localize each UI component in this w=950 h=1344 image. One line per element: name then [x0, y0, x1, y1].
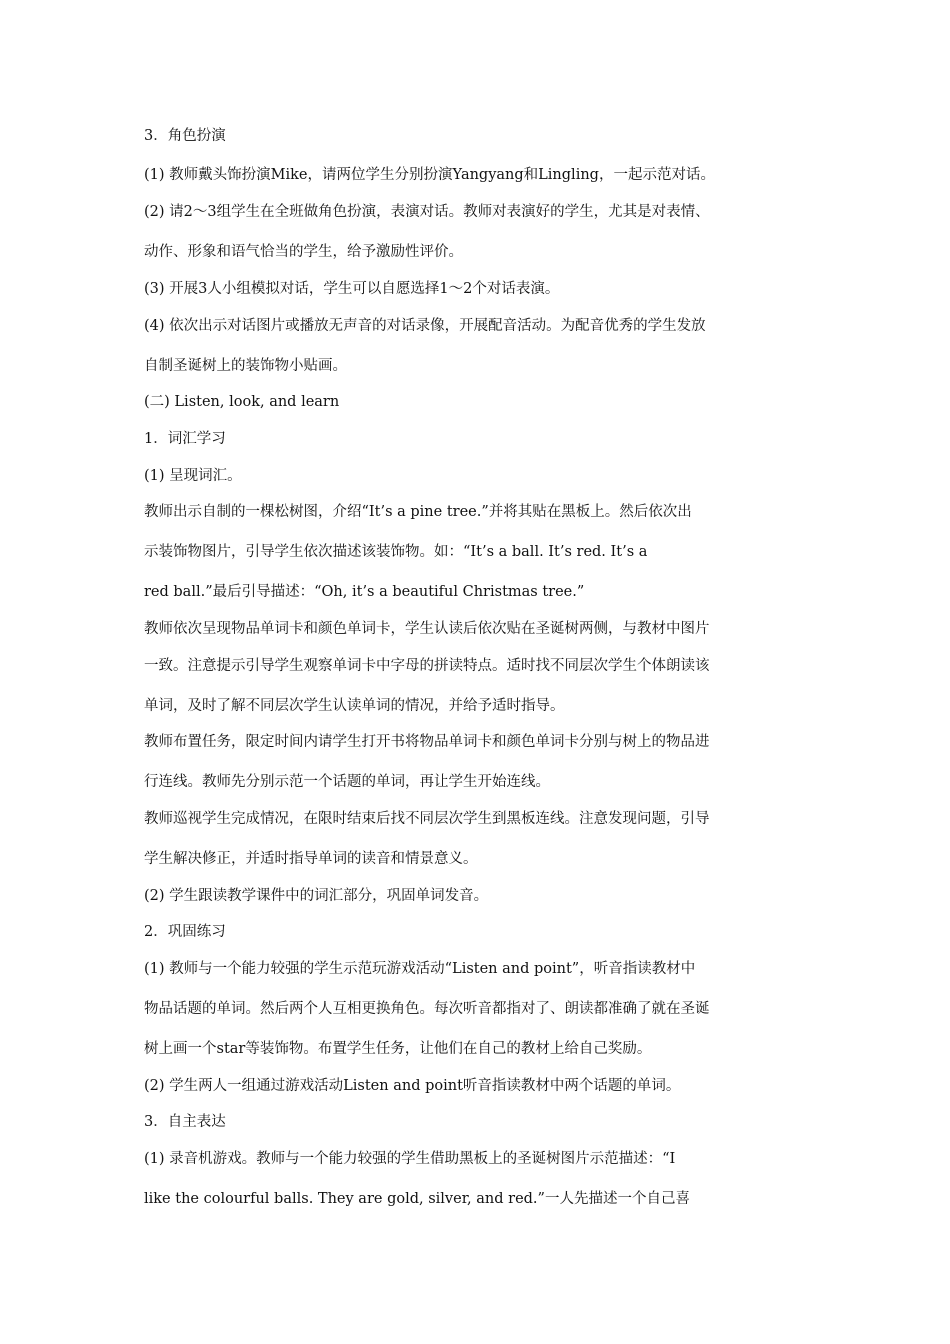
paragraph-line: 单词，及时了解不同层次学生认读单词的情况，并给予适时指导。 — [144, 698, 565, 714]
section-heading-listen-look-learn: (二) Listen, look, and learn — [144, 394, 340, 410]
paragraph-line: (2) 学生两人一组通过游戏活动Listen and point听音指读教材中两个话题的单词。 — [144, 1078, 681, 1094]
subheading-consolidation: 2．巩固练习 — [144, 924, 226, 940]
paragraph-line: (1) 教师戴头饰扮演Mike，请两位学生分别扮演Yangyang和Lingling，一起示范对话。 — [144, 167, 715, 183]
paragraph-line: (1) 教师与一个能力较强的学生示范玩游戏活动“Listen and point”，听音指读教材中 — [144, 961, 696, 977]
paragraph-line: 示装饰物图片，引导学生依次描述该装饰物。如：“It’s a ball. It’s red. It’s a — [144, 544, 648, 560]
paragraph-line: red ball.”最后引导描述：“Oh, it’s a beautiful Christmas tree.” — [144, 584, 585, 600]
section-heading-role-play: 3．角色扮演 — [144, 128, 226, 144]
paragraph-line: (2) 学生跟读教学课件中的词汇部分，巩固单词发音。 — [144, 888, 489, 904]
paragraph-line: 教师依次呈现物品单词卡和颜色单词卡，学生认读后依次贴在圣诞树两侧，与教材中图片 — [144, 621, 710, 637]
subheading-self-expression: 3．自主表达 — [144, 1114, 226, 1130]
subheading-vocabulary: 1．词汇学习 — [144, 431, 226, 447]
paragraph-line: 动作、形象和语气恰当的学生，给予激励性评价。 — [144, 244, 463, 260]
paragraph-line: 学生解决修正，并适时指导单词的读音和情景意义。 — [144, 851, 478, 867]
paragraph-line: 树上画一个star等装饰物。布置学生任务，让他们在自己的教材上给自己奖励。 — [144, 1041, 652, 1057]
paragraph-line: 一致。注意提示引导学生观察单词卡中字母的拼读特点。适时找不同层次学生个体朗读该 — [144, 658, 710, 674]
paragraph-line: 自制圣诞树上的装饰物小贴画。 — [144, 358, 347, 374]
paragraph-line: 行连线。教师先分别示范一个话题的单词，再让学生开始连线。 — [144, 774, 550, 790]
paragraph-line: 物品话题的单词。然后两个人互相更换角色。每次听音都指对了、朗读都准确了就在圣诞 — [144, 1001, 710, 1017]
paragraph-line: 教师布置任务，限定时间内请学生打开书将物品单词卡和颜色单词卡分别与树上的物品进 — [144, 734, 710, 750]
paragraph-line: (1) 录音机游戏。教师与一个能力较强的学生借助黑板上的圣诞树图片示范描述：“I — [144, 1151, 676, 1167]
paragraph-line: 教师巡视学生完成情况，在限时结束后找不同层次学生到黑板连线。注意发现问题，引导 — [144, 811, 710, 827]
paragraph-line: (2) 请2～3组学生在全班做角色扮演，表演对话。教师对表演好的学生，尤其是对表情、 — [144, 204, 710, 220]
paragraph-line: (4) 依次出示对话图片或播放无声音的对话录像，开展配音活动。为配音优秀的学生发放 — [144, 318, 706, 334]
paragraph-line: 教师出示自制的一棵松树图，介绍“It’s a pine tree.”并将其贴在黑板上。然后依次出 — [144, 504, 692, 520]
paragraph-line: like the colourful balls. They are gold, silver, and red.”一人先描述一个自己喜 — [144, 1191, 690, 1207]
paragraph-line: (1) 呈现词汇。 — [144, 468, 242, 484]
paragraph-line: (3) 开展3人小组模拟对话，学生可以自愿选择1～2个对话表演。 — [144, 281, 560, 297]
